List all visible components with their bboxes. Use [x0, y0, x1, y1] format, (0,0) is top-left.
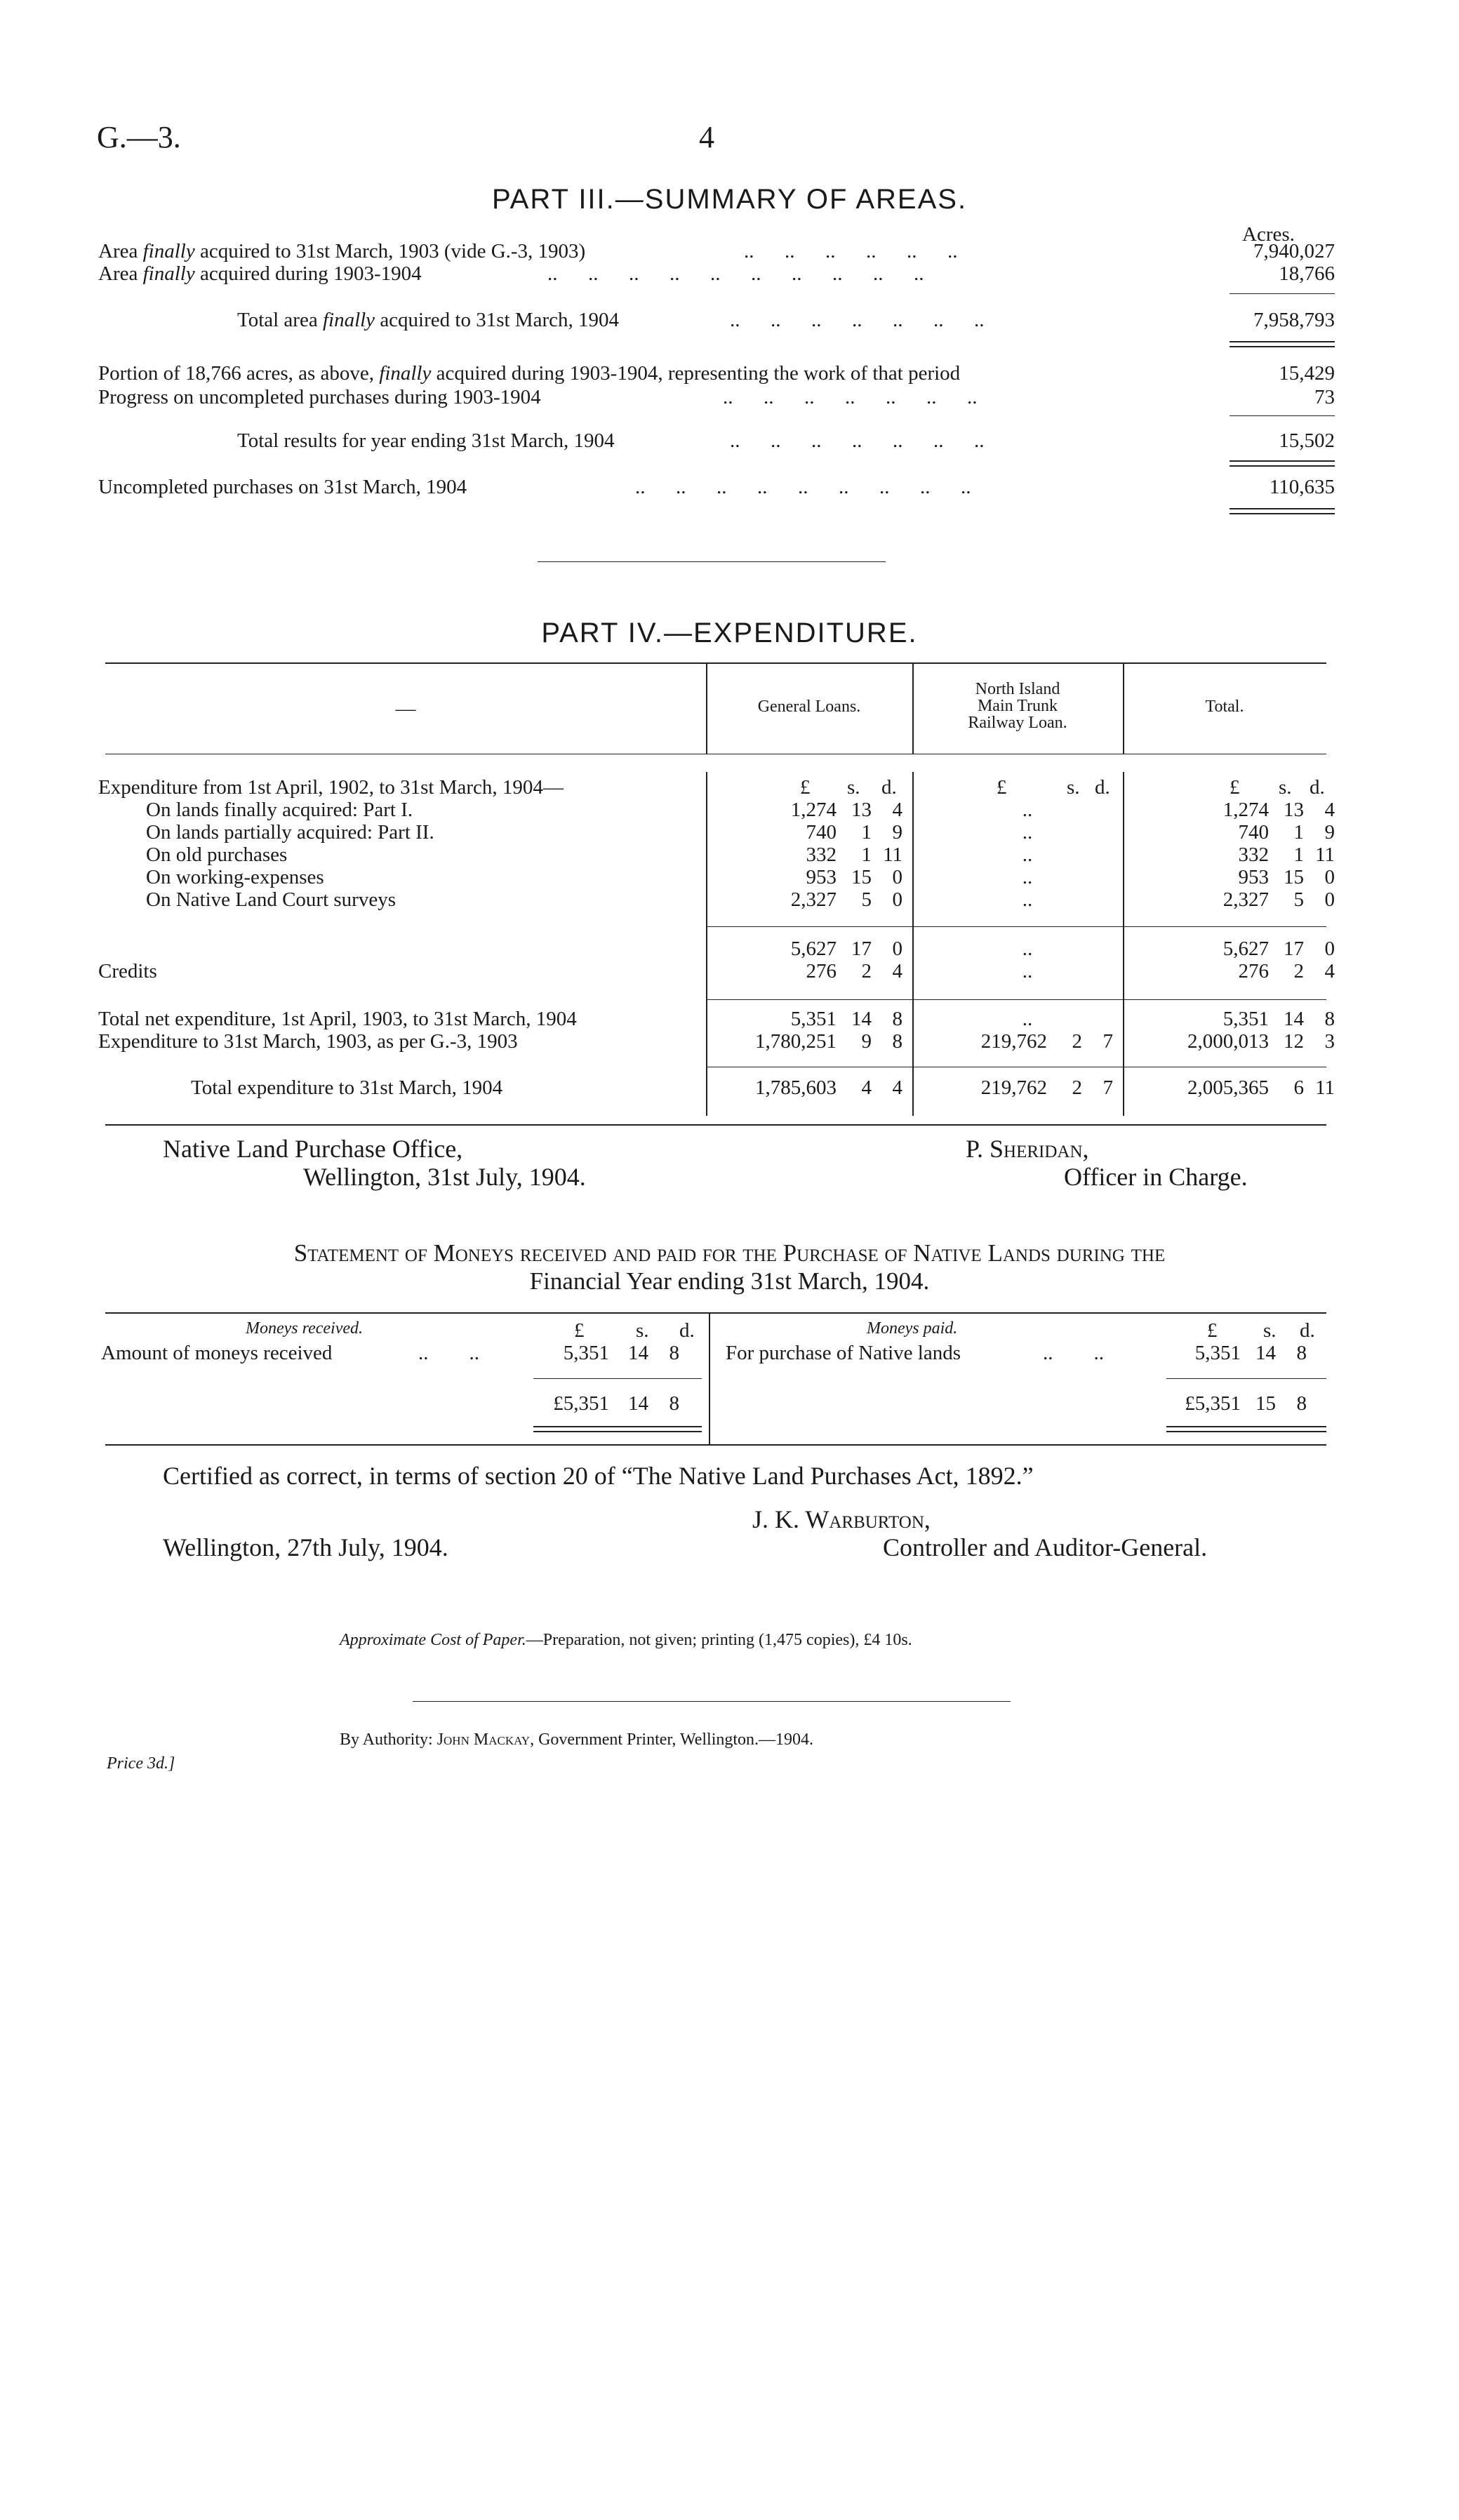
expenditure-row-5-label: On Native Land Court surveys	[146, 888, 396, 911]
price: Price 3d.]	[107, 1754, 175, 1773]
acres-unit: Acres.	[1242, 223, 1295, 246]
rule	[706, 926, 912, 927]
unit-pence: d.	[1310, 776, 1325, 799]
auditor-role: Controller and Auditor-General.	[883, 1533, 1208, 1561]
unit-shilling: s.	[847, 776, 860, 799]
received-total: £5,351 14 8	[553, 1392, 679, 1415]
double-rule	[533, 1431, 702, 1432]
subtotal-row-total: 5,627 17 0	[1223, 938, 1335, 960]
expenditure-row-2-total: 740 1 9	[1238, 821, 1335, 844]
part3-title: PART III.—SUMMARY OF AREAS.	[491, 184, 968, 215]
col-north: North Island Main Trunk Railway Loan.	[968, 680, 1067, 732]
expenditure-row-3-total: 332 1 11	[1238, 844, 1335, 866]
unit-pound: £	[800, 776, 811, 799]
table-top-rule	[105, 662, 1326, 664]
unit-shilling: s.	[1279, 776, 1292, 799]
leader-dots: .. .. .. .. .. .. ..	[730, 429, 985, 452]
double-rule	[1230, 460, 1335, 462]
footer-divider	[413, 1701, 1011, 1702]
expenditure-row-4-label: On working-expenses	[146, 866, 324, 888]
double-rule	[1230, 341, 1335, 342]
unit-pound: £	[1230, 776, 1240, 799]
expenditure-row-1-north: ..	[1022, 799, 1033, 821]
net-expenditure-row-north: ..	[1022, 1008, 1033, 1030]
rule	[1166, 1378, 1326, 1379]
expenditure-row-2-north: ..	[1022, 821, 1033, 844]
area-row-2: Area finally acquired during 1903-1904	[98, 262, 422, 285]
double-rule	[533, 1426, 702, 1427]
signatory-name: P. Sheridan,	[966, 1135, 1089, 1163]
expenditure-row-2-label: On lands partially acquired: Part II.	[146, 821, 434, 844]
prior-expenditure-row-general: 1,780,251 9 8	[755, 1030, 902, 1053]
total-expenditure-row-north: 219,762 2 7	[980, 1076, 1113, 1099]
statement-divider	[709, 1312, 710, 1444]
received-value: 5,351 14 8	[563, 1342, 679, 1364]
prior-expenditure-row-total: 2,000,013 12 3	[1187, 1030, 1335, 1053]
unit-pound: £	[997, 776, 1007, 799]
expenditure-row-4-general: 953 15 0	[806, 866, 902, 888]
prior-expenditure-row-label: Expenditure to 31st March, 1903, as per G.-3, 1903	[98, 1030, 518, 1053]
expenditure-row-3-label: On old purchases	[146, 844, 288, 866]
rule	[912, 926, 1123, 927]
unit-pence: d.	[1095, 776, 1110, 799]
double-rule	[1230, 513, 1335, 514]
unit-pence: d.	[881, 776, 897, 799]
uncompleted-row: Uncompleted purchases on 31st March, 1904	[98, 476, 467, 498]
leader-dots: .. ..	[418, 1342, 479, 1364]
section-divider	[538, 561, 886, 562]
col-total: Total.	[1205, 698, 1244, 716]
credits-row-total: 276 2 4	[1238, 960, 1335, 982]
table-bottom-rule	[105, 1124, 1326, 1126]
signatory-role: Officer in Charge.	[1064, 1163, 1248, 1191]
leader-dots: .. .. .. .. .. .. ..	[730, 309, 985, 331]
col-rule	[1123, 772, 1124, 1116]
expenditure-row-3-general: 332 1 11	[806, 844, 902, 866]
total-area-value: 7,958,793	[1253, 309, 1335, 331]
total-results-row: Total results for year ending 31st March, 1904	[237, 429, 615, 452]
received-head: Moneys received.	[246, 1319, 364, 1338]
total-expenditure-row-label: Total expenditure to 31st March, 1904	[191, 1076, 503, 1099]
expenditure-row-1-total: 1,274 13 4	[1223, 799, 1335, 821]
subtotal-row-north: ..	[1022, 938, 1033, 960]
paid-head: Moneys paid.	[867, 1319, 958, 1338]
expenditure-row-1-general: 1,274 13 4	[790, 799, 902, 821]
certification-place-date: Wellington, 27th July, 1904.	[163, 1533, 448, 1561]
page-number: 4	[699, 120, 714, 154]
total-area-row: Total area finally acquired to 31st March, 1904	[237, 309, 619, 331]
credits-row-general: 276 2 4	[806, 960, 902, 982]
double-rule	[1166, 1431, 1326, 1432]
area-value-1: 7,940,027	[1253, 240, 1335, 262]
progress-row: Progress on uncompleted purchases during 1903-1904	[98, 386, 541, 408]
auditor-name: J. K. Warburton,	[752, 1505, 931, 1533]
total-results-value: 15,502	[1279, 429, 1335, 452]
authority-line: By Authority: John Mackay, Government Printer, Wellington.—1904.	[340, 1731, 814, 1749]
rule	[1230, 293, 1335, 294]
statement-title-2: Financial Year ending 31st March, 1904.	[529, 1267, 930, 1295]
rule	[706, 999, 912, 1000]
paid-total: £5,351 15 8	[1185, 1392, 1307, 1415]
unit-pence: d.	[1300, 1319, 1315, 1342]
double-rule	[1230, 465, 1335, 467]
certification-text: Certified as correct, in terms of section 20 of “The Native Land Purchases Act, 1892.”	[163, 1462, 1034, 1490]
prior-expenditure-row-north: 219,762 2 7	[980, 1030, 1113, 1053]
office-name: Native Land Purchase Office,	[163, 1135, 463, 1163]
expenditure-row-4-total: 953 15 0	[1238, 866, 1335, 888]
rule	[533, 1378, 702, 1379]
double-rule	[1166, 1426, 1326, 1427]
col-rule	[912, 772, 914, 1116]
net-expenditure-row-total: 5,351 14 8	[1223, 1008, 1335, 1030]
paid-label: For purchase of Native lands	[726, 1342, 961, 1364]
uncompleted-value: 110,635	[1269, 476, 1335, 498]
expenditure-row-2-general: 740 1 9	[806, 821, 902, 844]
unit-shilling: s.	[1263, 1319, 1277, 1342]
rule	[912, 999, 1123, 1000]
col-dash: —	[395, 698, 416, 720]
credits-row-label: Credits	[98, 960, 157, 982]
unit-pound: £	[574, 1319, 585, 1342]
expenditure-section-label: Expenditure from 1st April, 1902, to 31st March, 1904—	[98, 776, 564, 799]
expenditure-row-4-north: ..	[1022, 866, 1033, 888]
expenditure-row-1-label: On lands finally acquired: Part I.	[146, 799, 413, 821]
statement-title-1: Statement of Moneys received and paid for the Purchase of Native Lands during the	[293, 1239, 1166, 1267]
expenditure-row-5-total: 2,327 5 0	[1223, 888, 1335, 911]
received-label: Amount of moneys received	[101, 1342, 333, 1364]
net-expenditure-row-label: Total net expenditure, 1st April, 1903, to 31st March, 1904	[98, 1008, 577, 1030]
rule	[1123, 926, 1326, 927]
leader-dots: .. ..	[1043, 1342, 1104, 1364]
unit-shilling: s.	[1067, 776, 1080, 799]
rule	[1230, 415, 1335, 416]
double-rule	[1230, 508, 1335, 509]
subtotal-row-general: 5,627 17 0	[790, 938, 902, 960]
area-value-2: 18,766	[1279, 262, 1335, 285]
col-general: General Loans.	[757, 698, 861, 716]
double-rule	[1230, 346, 1335, 347]
total-expenditure-row-total: 2,005,365 6 11	[1187, 1076, 1335, 1099]
statement-top-rule	[105, 1312, 1326, 1314]
unit-pound: £	[1207, 1319, 1218, 1342]
unit-pence: d.	[679, 1319, 695, 1342]
office-place-date: Wellington, 31st July, 1904.	[303, 1163, 586, 1191]
credits-row-north: ..	[1022, 960, 1033, 982]
progress-value: 73	[1314, 386, 1335, 408]
rule	[1123, 999, 1326, 1000]
area-row-1: Area finally acquired to 31st March, 1903 (vide G.-3, 1903)	[98, 240, 586, 262]
leader-dots: .. .. .. .. .. ..	[744, 240, 958, 262]
portion-row: Portion of 18,766 acres, as above, finally acquired during 1903-1904, representing the work of that period	[98, 362, 961, 385]
expenditure-row-5-north: ..	[1022, 888, 1033, 911]
leader-dots: .. .. .. .. .. .. ..	[723, 386, 978, 408]
paid-value: 5,351 14 8	[1194, 1342, 1307, 1364]
col-rule	[706, 772, 707, 1116]
expenditure-row-5-general: 2,327 5 0	[790, 888, 902, 911]
statement-bottom-rule	[105, 1444, 1326, 1446]
expenditure-row-3-north: ..	[1022, 844, 1033, 866]
net-expenditure-row-general: 5,351 14 8	[790, 1008, 902, 1030]
leader-dots: .. .. .. .. .. .. .. .. ..	[635, 476, 971, 498]
portion-value: 15,429	[1279, 362, 1335, 385]
unit-shilling: s.	[636, 1319, 649, 1342]
series-code: G.—3.	[97, 120, 181, 154]
cost-note: Approximate Cost of Paper.—Preparation, not given; printing (1,475 copies), £4 10s.	[340, 1631, 912, 1649]
total-expenditure-row-general: 1,785,603 4 4	[755, 1076, 902, 1099]
leader-dots: .. .. .. .. .. .. .. .. .. ..	[547, 262, 924, 285]
part4-title: PART IV.—EXPENDITURE.	[541, 618, 918, 648]
